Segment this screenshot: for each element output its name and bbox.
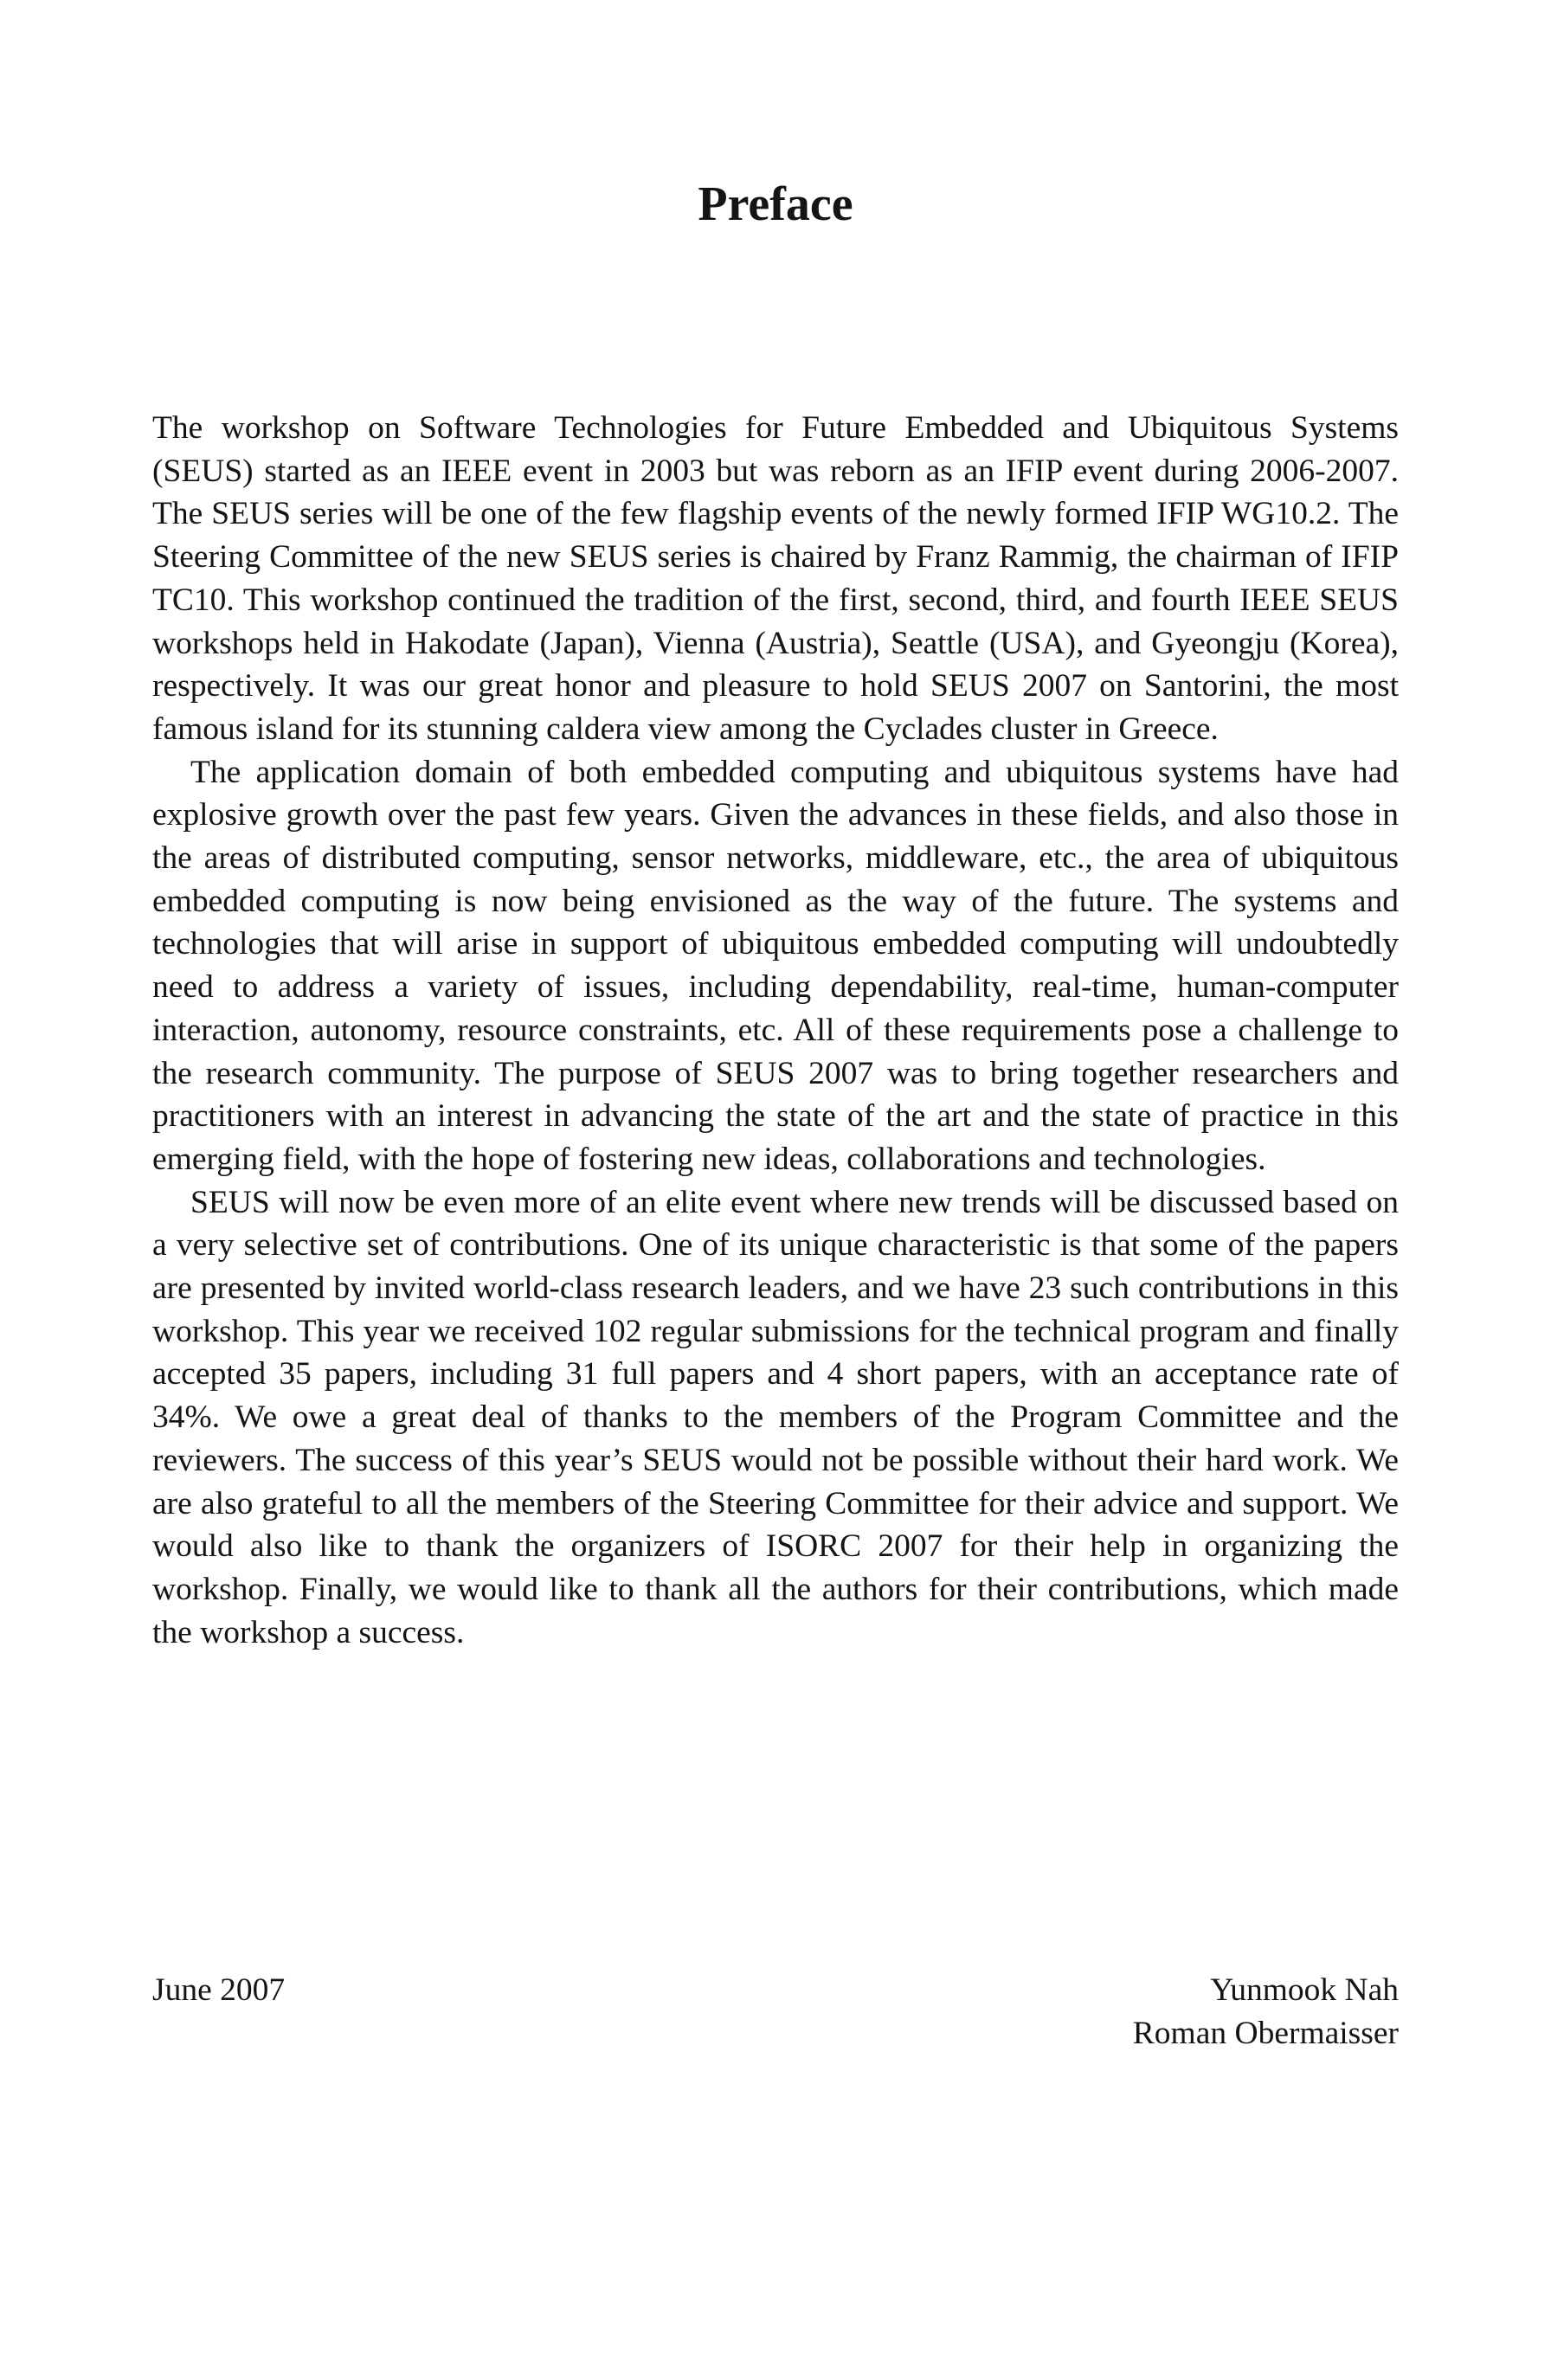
author-name: Yunmook Nah — [1210, 1972, 1399, 2008]
paragraph-1: The workshop on Software Technologies for Future Embedded and Ubiquitous Systems (SEUS) started as an IEEE event in 2003 but was reborn as an IFIP event during 2006-2007. The SEUS series will be one of the few flagship events of the newly formed IFIP WG10.2. The Steering Committee of the new SEUS series is chaired by Franz Rammig, the chairman of IFIP TC10. This workshop continued the tradition of the first, second, third, and fourth IEEE SEUS workshops held in Hakodate (Japan), Vienna (Austria), Seattle (USA), and Gyeongju (Korea), respectively. It was our great honor and pleasure to hold SEUS 2007 on Santorini, the most famous island for its stunning caldera view among the Cyclades cluster in Greece. — [152, 410, 1399, 747]
body-text — [152, 407, 1399, 1654]
page-title: Preface — [698, 177, 853, 231]
signoff-authors — [1133, 1969, 1399, 2055]
paragraph-3: SEUS will now be even more of an elite event where new trends will be discussed based on a very selective set of contributions. One of its unique characteristic is that some of the papers are presented by invited world-class research leaders, and we have 23 such contributions in this workshop. This year we received 102 regular submissions for the technical program and finally accepted 35 papers, including 31 full papers and 4 short papers, with an acceptance rate of 34%. We owe a great deal of thanks to the members of the Program Committee and the reviewers. The success of this year’s SEUS would not be possible without their hard work. We are also grateful to all the members of the Steering Committee for their advice and support. We would also like to thank the organizers of ISORC 2007 for their help in organizing the workshop. Finally, we would like to thank all the authors for their contributions, which made the workshop a success. — [152, 1184, 1399, 1650]
author-name: Roman Obermaisser — [1132, 2015, 1399, 2051]
paragraph-2: The application domain of both embedded computing and ubiquitous systems have had explosive growth over the past few years. Given the advances in these fields, and also those in the areas of distributed computing, sensor networks, middleware, etc., the area of ubiquitous embedded computing is now being envisioned as the way of the future. The systems and technologies that will arise in support of ubiquitous embedded computing will undoubtedly need to address a variety of issues, including dependability, real-time, human-computer interaction, autonomy, resource constraints, etc. All of these requirements pose a challenge to the research community. The purpose of SEUS 2007 was to bring together researchers and practitioners with an interest in advancing the state of the art and the state of practice in this emerging field, with the hope of fostering new ideas, collaborations and technologies. — [152, 754, 1399, 1177]
signoff-date: June 2007 — [152, 1972, 286, 2008]
